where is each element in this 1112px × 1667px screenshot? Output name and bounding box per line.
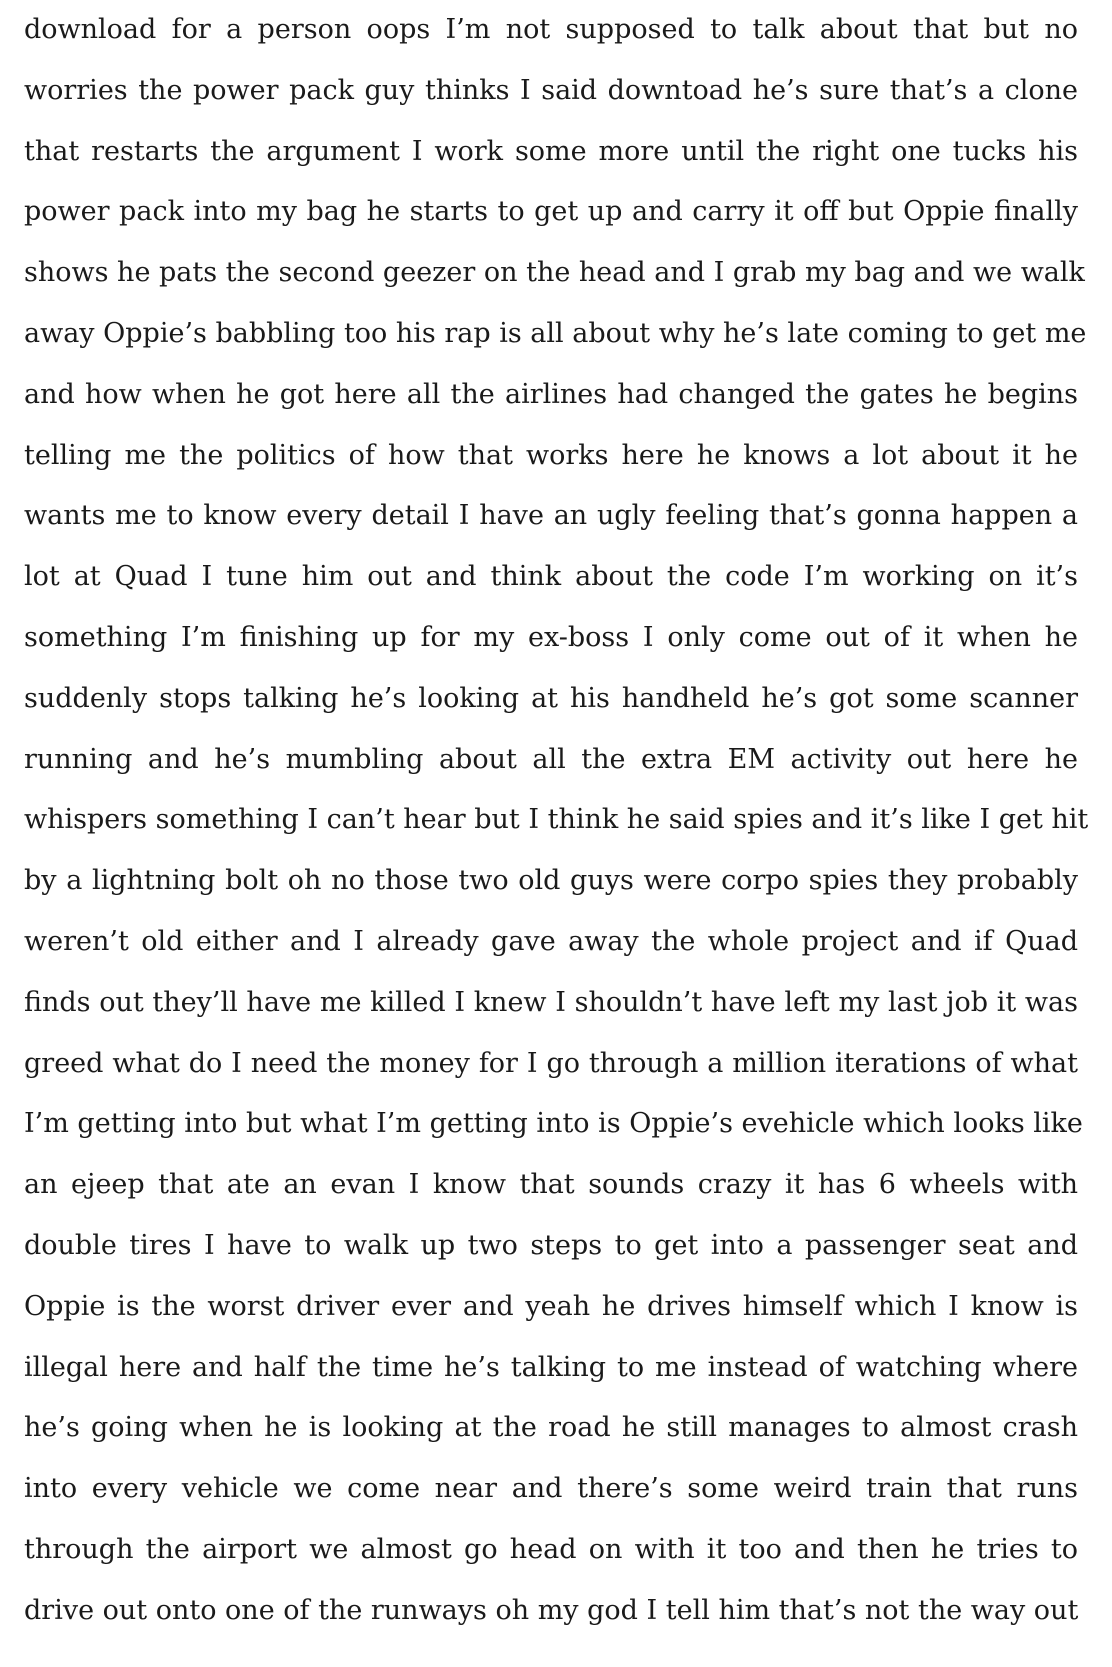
text-line: finds out they’ll have me killed I knew I shouldn’t have left my last job it was	[24, 986, 1078, 1018]
text-line: download for a person oops I’m not supposed to talk about that but no	[24, 14, 1078, 45]
text-line: by a lightning bolt oh no those two old guys were corpo spies they probably	[24, 865, 1078, 897]
text-line: Oppie is the worst driver ever and yeah he drives himself which I know is	[24, 1290, 1078, 1322]
text-line: away Oppie’s babbling too his rap is all about why he’s late coming to get me	[24, 317, 1087, 349]
text-line: lot at Quad I tune him out and think about the code I’m working on it’s	[24, 561, 1078, 593]
text-line: double tires I have to walk up two steps to get into a passenger seat and	[24, 1229, 1078, 1261]
text-line: telling me the politics of how that works here he knows a lot about it he	[24, 439, 1078, 471]
text-line: and how when he got here all the airlines had changed the gates he begins	[24, 378, 1078, 410]
text-line: drive out onto one of the runways oh my god I tell him that’s not the way out	[24, 1594, 1079, 1626]
text-line: into every vehicle we come near and there’s some weird train that runs	[24, 1473, 1078, 1505]
text-line: worries the power pack guy thinks I said downtoad he’s sure that’s a clone	[24, 74, 1078, 106]
text-line: suddenly stops talking he’s looking at his handheld he’s got some scanner	[24, 682, 1078, 714]
text-line: running and he’s mumbling about all the extra EM activity out here he	[24, 743, 1078, 775]
text-line: I’m getting into but what I’m getting into is Oppie’s evehicle which looks like	[24, 1108, 1083, 1140]
text-line: weren’t old either and I already gave away the whole project and if Quad	[24, 925, 1078, 957]
body-text	[24, 0, 1089, 1642]
text-line: illegal here and half the time he’s talking to me instead of watching where	[24, 1351, 1078, 1383]
text-line: he’s going when he is looking at the road he still manages to almost crash	[24, 1412, 1078, 1444]
text-line: that restarts the argument I work some more until the right one tucks his	[24, 135, 1078, 167]
text-line: whispers something I can’t hear but I think he said spies and it’s like I get hit	[24, 804, 1089, 836]
text-line: power pack into my bag he starts to get up and carry it off but Oppie finally	[24, 196, 1078, 228]
text-line: an ejeep that ate an evan I know that sounds crazy it has 6 wheels with	[24, 1169, 1078, 1201]
text-line: through the airport we almost go head on with it too and then he tries to	[24, 1533, 1078, 1565]
text-line: something I’m finishing up for my ex-boss I only come out of it when he	[24, 621, 1078, 653]
text-line: greed what do I need the money for I go through a million iterations of what	[24, 1047, 1078, 1079]
text-line: wants me to know every detail I have an ugly feeling that’s gonna happen a	[24, 500, 1078, 532]
text-line: shows he pats the second geezer on the head and I grab my bag and we walk	[24, 257, 1085, 289]
